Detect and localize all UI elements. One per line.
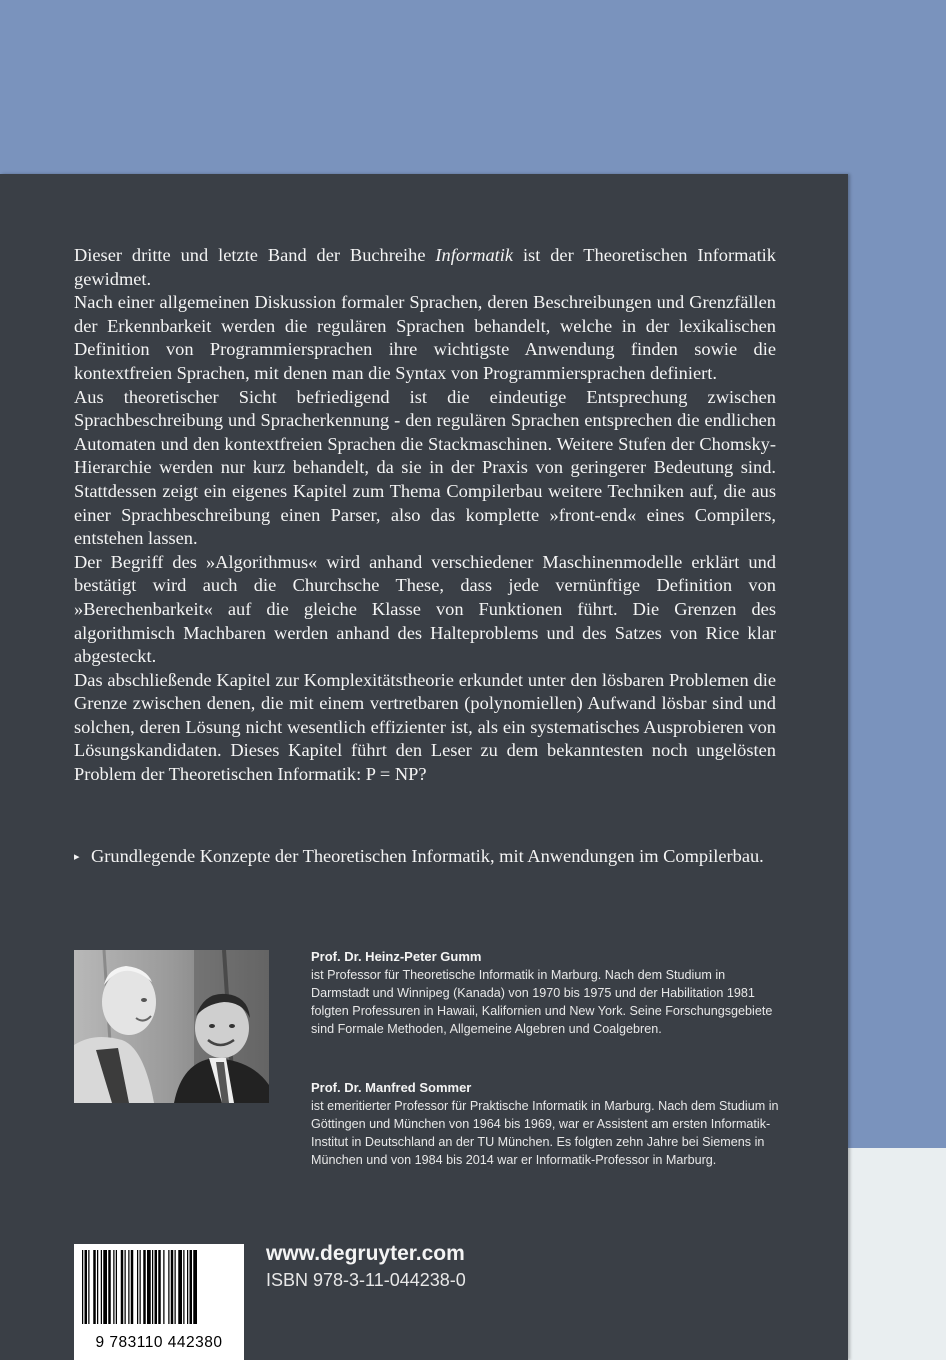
triangle-bullet-icon: ▸	[74, 851, 80, 863]
key-point	[74, 845, 776, 870]
authors-photo	[74, 950, 269, 1103]
barcode-bars	[80, 1250, 238, 1324]
blurb-paragraph-5: Das abschließende Kapitel zur Komplexitätstheorie erkundet unter den lösbaren Problemen die Grenze zwischen denen, die mit einem vertretbaren (polynomiellen) Aufwand lösbar sind und solchen, deren Lösung nicht wesentlich effizienter ist, als ein systematisches Ausprobieren von Lösungskandidaten. Dieses Kapitel führt den Leser zu dem bekanntesten noch ungelösten Problem der Theoretischen Informatik: P = NP?	[74, 669, 776, 785]
isbn-number: ISBN 978-3-11-044238-0	[266, 1270, 466, 1290]
author-bio-text: ist emeritierter Professor für Praktische Informatik in Marburg. Nach dem Studium in Göttingen und München von 1964 bis 1969, war er Assistent am ersten Informatik-Institut in Deutschland an der TU München. Es folgten zehn Jahre bei Siemens in München und von 1984 bis 2014 war er Informatik-Professor in Marburg.	[311, 1099, 779, 1168]
isbn-barcode	[74, 1244, 244, 1360]
author-name: Prof. Dr. Manfred Sommer	[311, 1080, 472, 1095]
author-bio-gumm	[311, 948, 781, 1038]
series-title: Informatik	[435, 245, 514, 265]
publisher-website: www.degruyter.com	[266, 1242, 465, 1265]
blurb-paragraph-1: Dieser dritte und letzte Band der Buchreihe Informatik ist der Theoretischen Informatik gewidmet.	[74, 245, 776, 289]
author-bio-text: ist Professor für Theoretische Informatik in Marburg. Nach dem Studium in Darmstadt und Winnipeg (Kanada) von 1970 bis 1975 und der Habilitation 1981 folgten Professuren in Hawaii, Kalifornien und New York. Seine Forschungsgebiete sind Formale Methoden, Allgemeine Algebren und Coalgebren.	[311, 968, 773, 1037]
author-name: Prof. Dr. Heinz-Peter Gumm	[311, 949, 482, 964]
key-point-text: Grundlegende Konzepte der Theoretischen Informatik, mit Anwendungen im Compilerbau.	[91, 846, 764, 866]
background-pale-corner	[848, 1148, 946, 1360]
blurb-paragraph-2: Nach einer allgemeinen Diskussion formaler Sprachen, deren Beschreibungen und Grenzfällen der Erkennbarkeit werden die regulären Sprachen behandelt, welche in der lexikalischen Definition von Programmiersprachen ihre wichtigste Anwendung finden sowie die kontextfreien Sprachen, mit denen man die Syntax von Programmiersprachen definiert.	[74, 292, 776, 383]
barcode-digits: 9 783110 442380	[95, 1334, 223, 1351]
blurb-paragraph-4: Der Begriff des »Algorithmus« wird anhand verschiedener Maschinenmodelle erklärt und bestätigt wird auch die Churchsche These, dass jede vernünftige Definition von »Berechenbarkeit« auf die gleiche Klasse von Funktionen führt. Die Grenzen des algorithmisch Machbaren werden anhand des Halteproblems und des Satzes von Rice klar abgesteckt.	[74, 551, 776, 667]
blurb-text	[74, 244, 776, 787]
author-bio-sommer	[311, 1079, 781, 1169]
blurb-paragraph-3: Aus theoretischer Sicht befriedigend ist die eindeutige Entsprechung zwischen Sprachbeschreibung und Spracherkennung - den regulären Sprachen entsprechen die endlichen Automaten und den kontextfreien Sprachen die Stackmaschinen. Weitere Stufen der Chomsky-Hierarchie werden nur kurz behandelt, da sie in der Praxis von geringerer Bedeutung sind. Stattdessen zeigt ein eigenes Kapitel zum Thema Compilerbau weitere Techniken auf, die aus einer Sprachbeschreibung einen Parser, also das komplette »front-end« eines Compilers, entstehen lassen.	[74, 386, 776, 549]
